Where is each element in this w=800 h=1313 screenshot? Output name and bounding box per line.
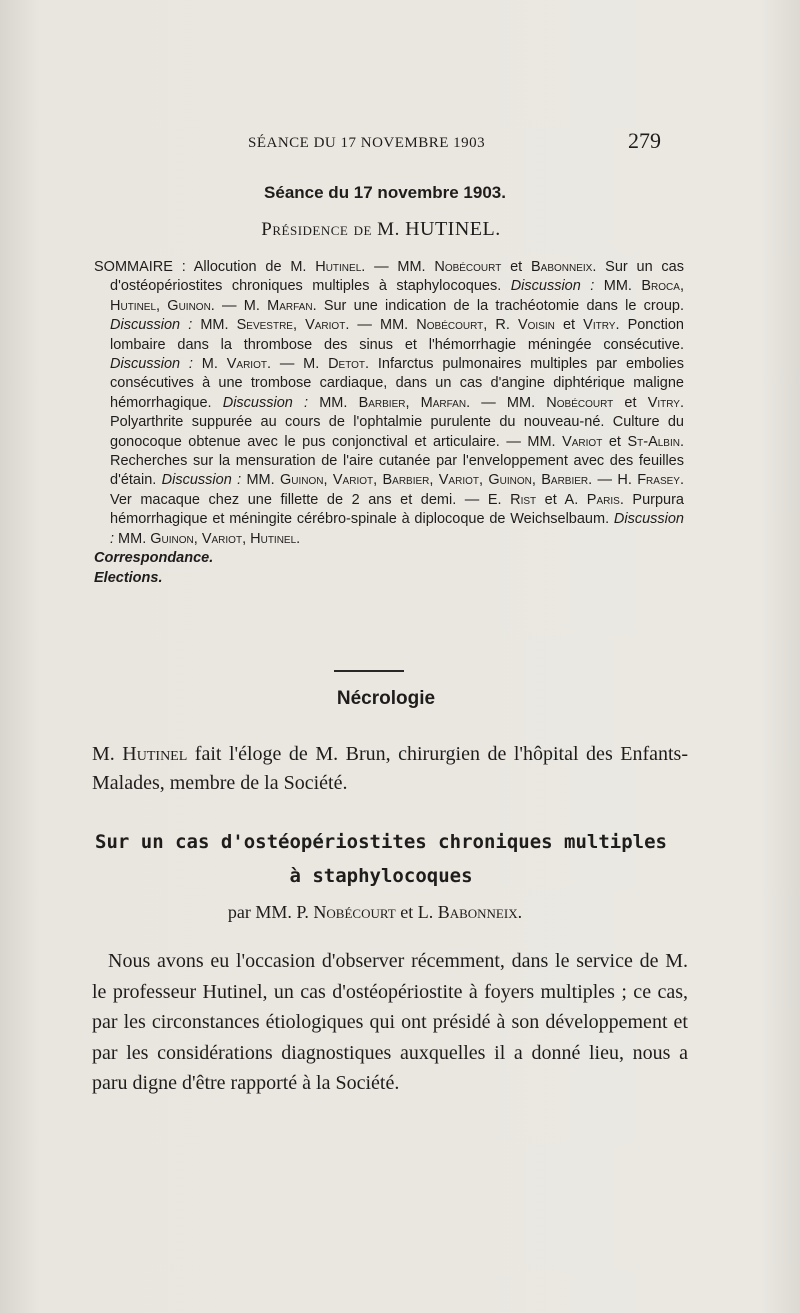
summary-block	[94, 258, 684, 588]
section-divider	[334, 670, 404, 672]
necrologie-text: M.	[92, 743, 123, 765]
running-head: SÉANCE DU 17 NOVEMBRE 1903	[248, 135, 486, 151]
summary-text: MM.	[594, 278, 642, 295]
summary-text: MM.	[308, 394, 359, 411]
summary-text: . — MM.	[345, 317, 417, 334]
article-title-line: à staphylocoques	[289, 865, 473, 887]
summary-correspondance: Correspondance.	[94, 550, 214, 567]
summary-author: Nobécourt	[416, 317, 484, 334]
summary-elections: Elections.	[94, 569, 163, 586]
summary-discussion: Discussion :	[161, 472, 242, 489]
summary-author: Paris	[586, 491, 620, 508]
article-title	[0, 825, 762, 893]
summary-discussion: Discussion :	[222, 394, 309, 411]
necrologie-heading: Nécrologie	[336, 688, 436, 709]
article-body: Nous avons eu l'occasion d'observer récemment, dans le service de M. le professeur Hutinel, un cas d'ostéopériostite à foyers multiples ; ce cas, par les circonstances étiologiques qui ont présidé à son développement et par les considérations diagnostiques auxquelles il a donné lieu, nous a paru digne d'être rapporté à la Société.	[92, 950, 688, 1094]
necrologie-paragraph	[92, 740, 688, 798]
summary-text: et A.	[536, 491, 587, 508]
summary-author: Nobécourt	[546, 394, 614, 411]
summary-author: Variot	[562, 433, 603, 450]
page-number: 279	[628, 128, 661, 153]
summary-text: . Purpura hémorrhagique et méningite cérébro-spinale à diplocoque de Weichselbaum.	[110, 491, 684, 528]
summary-author: Hutinel	[315, 259, 362, 275]
author-name: Babonneix	[437, 902, 518, 922]
summary-text: et	[602, 433, 628, 450]
summary-author: Broca, Hutinel, Guinon	[110, 278, 684, 314]
summary-author: Variot	[226, 356, 267, 373]
summary-text: .	[296, 530, 301, 547]
summary-text: et	[501, 259, 531, 275]
summary-author: Nobécourt	[434, 259, 502, 275]
article-title-line: Sur un cas d'ostéopériostites chroniques multiples	[95, 831, 667, 853]
summary-text: MM.	[241, 472, 281, 489]
summary-text: et	[613, 394, 648, 411]
authors-text: .	[517, 902, 523, 922]
summary-author: Detot	[328, 356, 366, 373]
summary-text: . — MM.	[361, 259, 435, 275]
summary-paragraph	[94, 258, 684, 549]
necrologie-text: fait l'éloge de M. Brun, chirurgien de l'hôpital des Enfants-Malades, membre de la Société.	[92, 743, 688, 794]
summary-text: MM.	[192, 317, 237, 334]
summary-author: Sevestre, Variot	[236, 317, 346, 334]
summary-discussion: Discussion :	[510, 278, 595, 295]
summary-author: Guinon, Variot, Hutinel	[150, 530, 297, 547]
necrologie-author: Hutinel	[122, 743, 188, 765]
article-authors	[0, 902, 750, 923]
summary-text: . Ponction lombaire dans la thrombose des sinus et l'hémorrhagie méningée consécutive.	[110, 317, 684, 353]
summary-author: Frasey	[637, 472, 680, 489]
summary-text: SOMMAIRE : Allocution de M.	[94, 259, 316, 275]
summary-discussion: Discussion :	[110, 356, 193, 373]
summary-text: . — H.	[588, 472, 638, 489]
summary-text: . Infarctus pulmonaires multiples par embolies consécutives à une trombose cardiaque, dans un cas d'angine diphtérique maligne hémorrhagique.	[110, 356, 684, 411]
presidence-prefix: Présidence de M.	[261, 219, 400, 240]
session-title: Séance du 17 novembre 1903.	[264, 183, 506, 202]
summary-author: Barbier, Marfan	[358, 394, 467, 411]
summary-discussion: Discussion :	[110, 317, 193, 334]
summary-text: , R.	[483, 317, 518, 334]
summary-author: Rist	[510, 491, 537, 508]
summary-text: . — MM.	[466, 394, 547, 411]
presidence-line	[0, 218, 762, 241]
summary-author: Voisin	[517, 317, 555, 334]
summary-text: . — M.	[266, 356, 329, 373]
summary-text: . Polyarthrite suppurée au cours de l'ophtalmie purulente du nouveau-né. Culture du gonocoque obtenue avec le pus conjonctival et articulaire. — MM.	[110, 394, 684, 450]
summary-text: MM.	[114, 530, 151, 547]
authors-text: et L.	[395, 902, 438, 922]
summary-author: Babonneix	[530, 259, 593, 275]
summary-author: Guinon, Variot, Barbier, Variot, Guinon, Barbier	[280, 472, 589, 489]
summary-text: . — M.	[210, 297, 268, 314]
summary-author: Vitry	[583, 317, 616, 334]
summary-text: et	[554, 317, 584, 334]
summary-author: St-Albin	[627, 433, 680, 450]
summary-text: . Sur un cas d'ostéopériostites chroniques multiples à staphylocoques.	[110, 259, 684, 295]
summary-text: M.	[192, 356, 227, 373]
summary-text: . Ver macaque chez une fillette de 2 ans et demi. — E.	[110, 472, 684, 508]
summary-text: . Sur une indication de la trachéotomie dans le croup.	[312, 297, 684, 314]
summary-discussion: Discussion :	[110, 511, 684, 547]
authors-text: par MM. P.	[227, 902, 314, 922]
summary-text: . Recherches sur la mensuration de l'aire cutanée par l'enveloppement avec des feuilles d'étain.	[110, 433, 685, 489]
author-name: Nobécourt	[313, 902, 396, 922]
summary-author: Marfan	[267, 297, 313, 314]
presidence-name: HUTINEL.	[405, 218, 501, 240]
summary-author: Vitry	[647, 394, 680, 411]
